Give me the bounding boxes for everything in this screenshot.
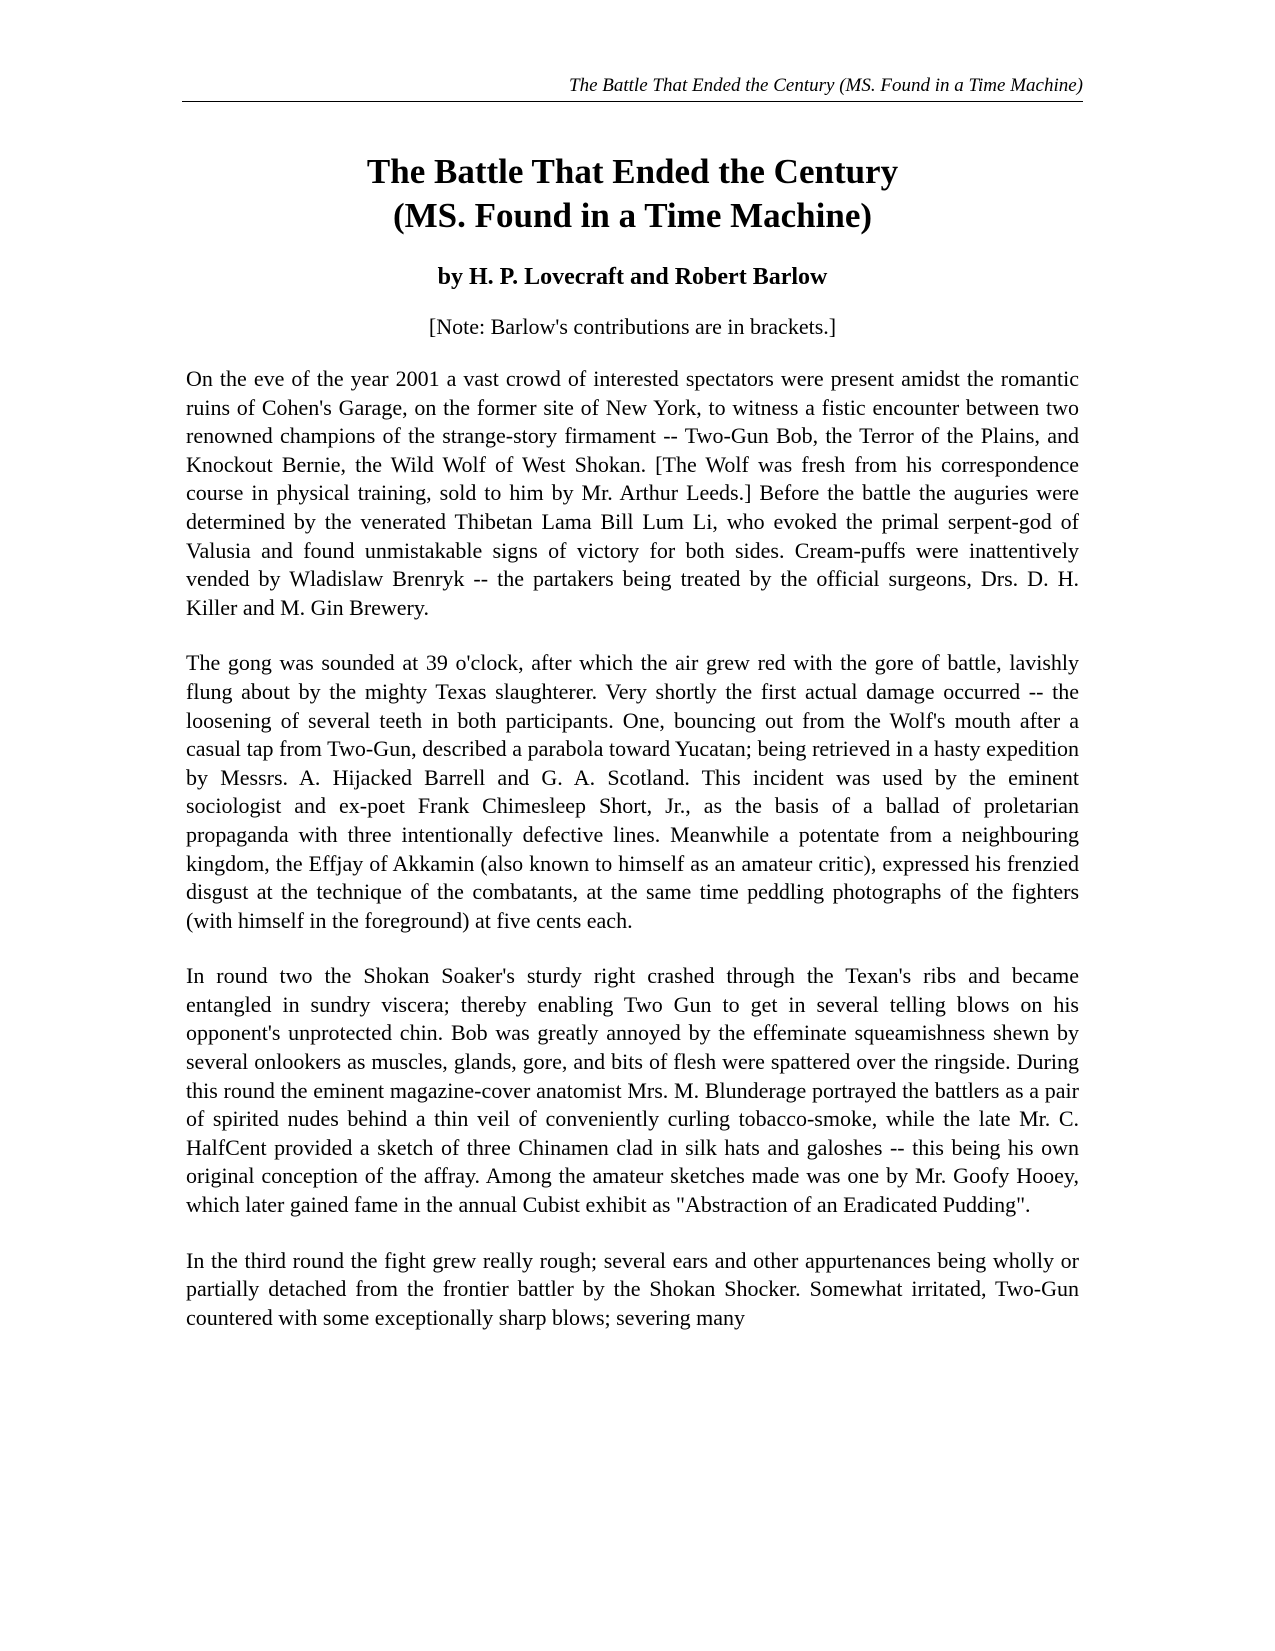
title-line-1: The Battle That Ended the Century (366, 152, 899, 191)
running-header-title: The Battle That Ended the Century (MS. Found in a Time Machine) (569, 75, 1083, 96)
body-paragraph-2: The gong was sounded at 39 o'clock, after which the air grew red with the gore of battle, lavishly flung about by the mighty Texas slaughterer. Very shortly the first actual damage occurred -- the loosening of several teeth in both participants. One, bouncing out from the Wolf's mouth after a casual tap from Two-Gun, described a parabola toward Yucatan; being retrieved in a hasty expedition by Messrs. A. Hijacked Barrell and G. A. Scotland. This incident was used by the eminent sociologist and ex-poet Frank Chimesleep Short, Jr., as the basis of a ballad of proletarian propaganda with three intentionally defective lines. Meanwhile a potentate from a neighbouring kingdom, the Effjay of Akkamin (also known to himself as an amateur critic), expressed his frenzied disgust at the technique of the combatants, at the same time peddling photographs of the fighters (with himself in the foreground) at five cents each. (186, 650, 1079, 933)
body-paragraph-4: In the third round the fight grew really rough; several ears and other appurtenances being wholly or partially detached from the frontier battler by the Shokan Shocker. Somewhat irritated, Two-Gun countered with some exceptionally sharp blows; severing many (186, 1247, 1079, 1330)
editor-note: [Note: Barlow's contributions are in brackets.] (428, 314, 837, 339)
body-paragraph-3: In round two the Shokan Soaker's sturdy right crashed through the Texan's ribs and became entangled in sundry viscera; thereby enabling Two Gun to get in several telling blows on his opponent's unprotected chin. Bob was greatly annoyed by the effeminate squeamishness shewn by several onlookers as muscles, glands, gore, and bits of flesh were spattered over the ringside. During this round the eminent magazine-cover anatomist Mrs. M. Blunderage portrayed the battlers as a pair of spirited nudes behind a thin veil of conveniently curling tobacco-smoke, while the late Mr. C. HalfCent provided a sketch of three Chinamen clad in silk hats and galoshes -- this being his own original conception of the affray. Among the amateur sketches made was one by Mr. Goofy Hooey, which later gained fame in the annual Cubist exhibit as "Abstraction of an Eradicated Pudding". (186, 963, 1079, 1218)
running-header (182, 74, 1083, 102)
byline: by H. P. Lovecraft and Robert Barlow (437, 264, 828, 290)
body-paragraph-1: On the eve of the year 2001 a vast crowd of interested spectators were present amidst the romantic ruins of Cohen's Garage, on the former site of New York, to witness a fistic encounter between two renowned champions of the strange-story firmament -- Two-Gun Bob, the Terror of the Plains, and Knockout Bernie, the Wild Wolf of West Shokan. [The Wolf was fresh from his correspondence course in physical training, sold to him by Mr. Arthur Leeds.] Before the battle the auguries were determined by the venerated Thibetan Lama Bill Lum Li, who evoked the primal serpent-god of Valusia and found unmistakable signs of victory for both sides. Cream-puffs were inattentively vended by Wladislaw Brenryk -- the partakers being treated by the official surgeons, Drs. D. H. Killer and M. Gin Brewery. (186, 366, 1079, 620)
document-title (186, 150, 1079, 238)
title-line-2: (MS. Found in a Time Machine) (392, 196, 873, 235)
page-content (186, 150, 1079, 1332)
